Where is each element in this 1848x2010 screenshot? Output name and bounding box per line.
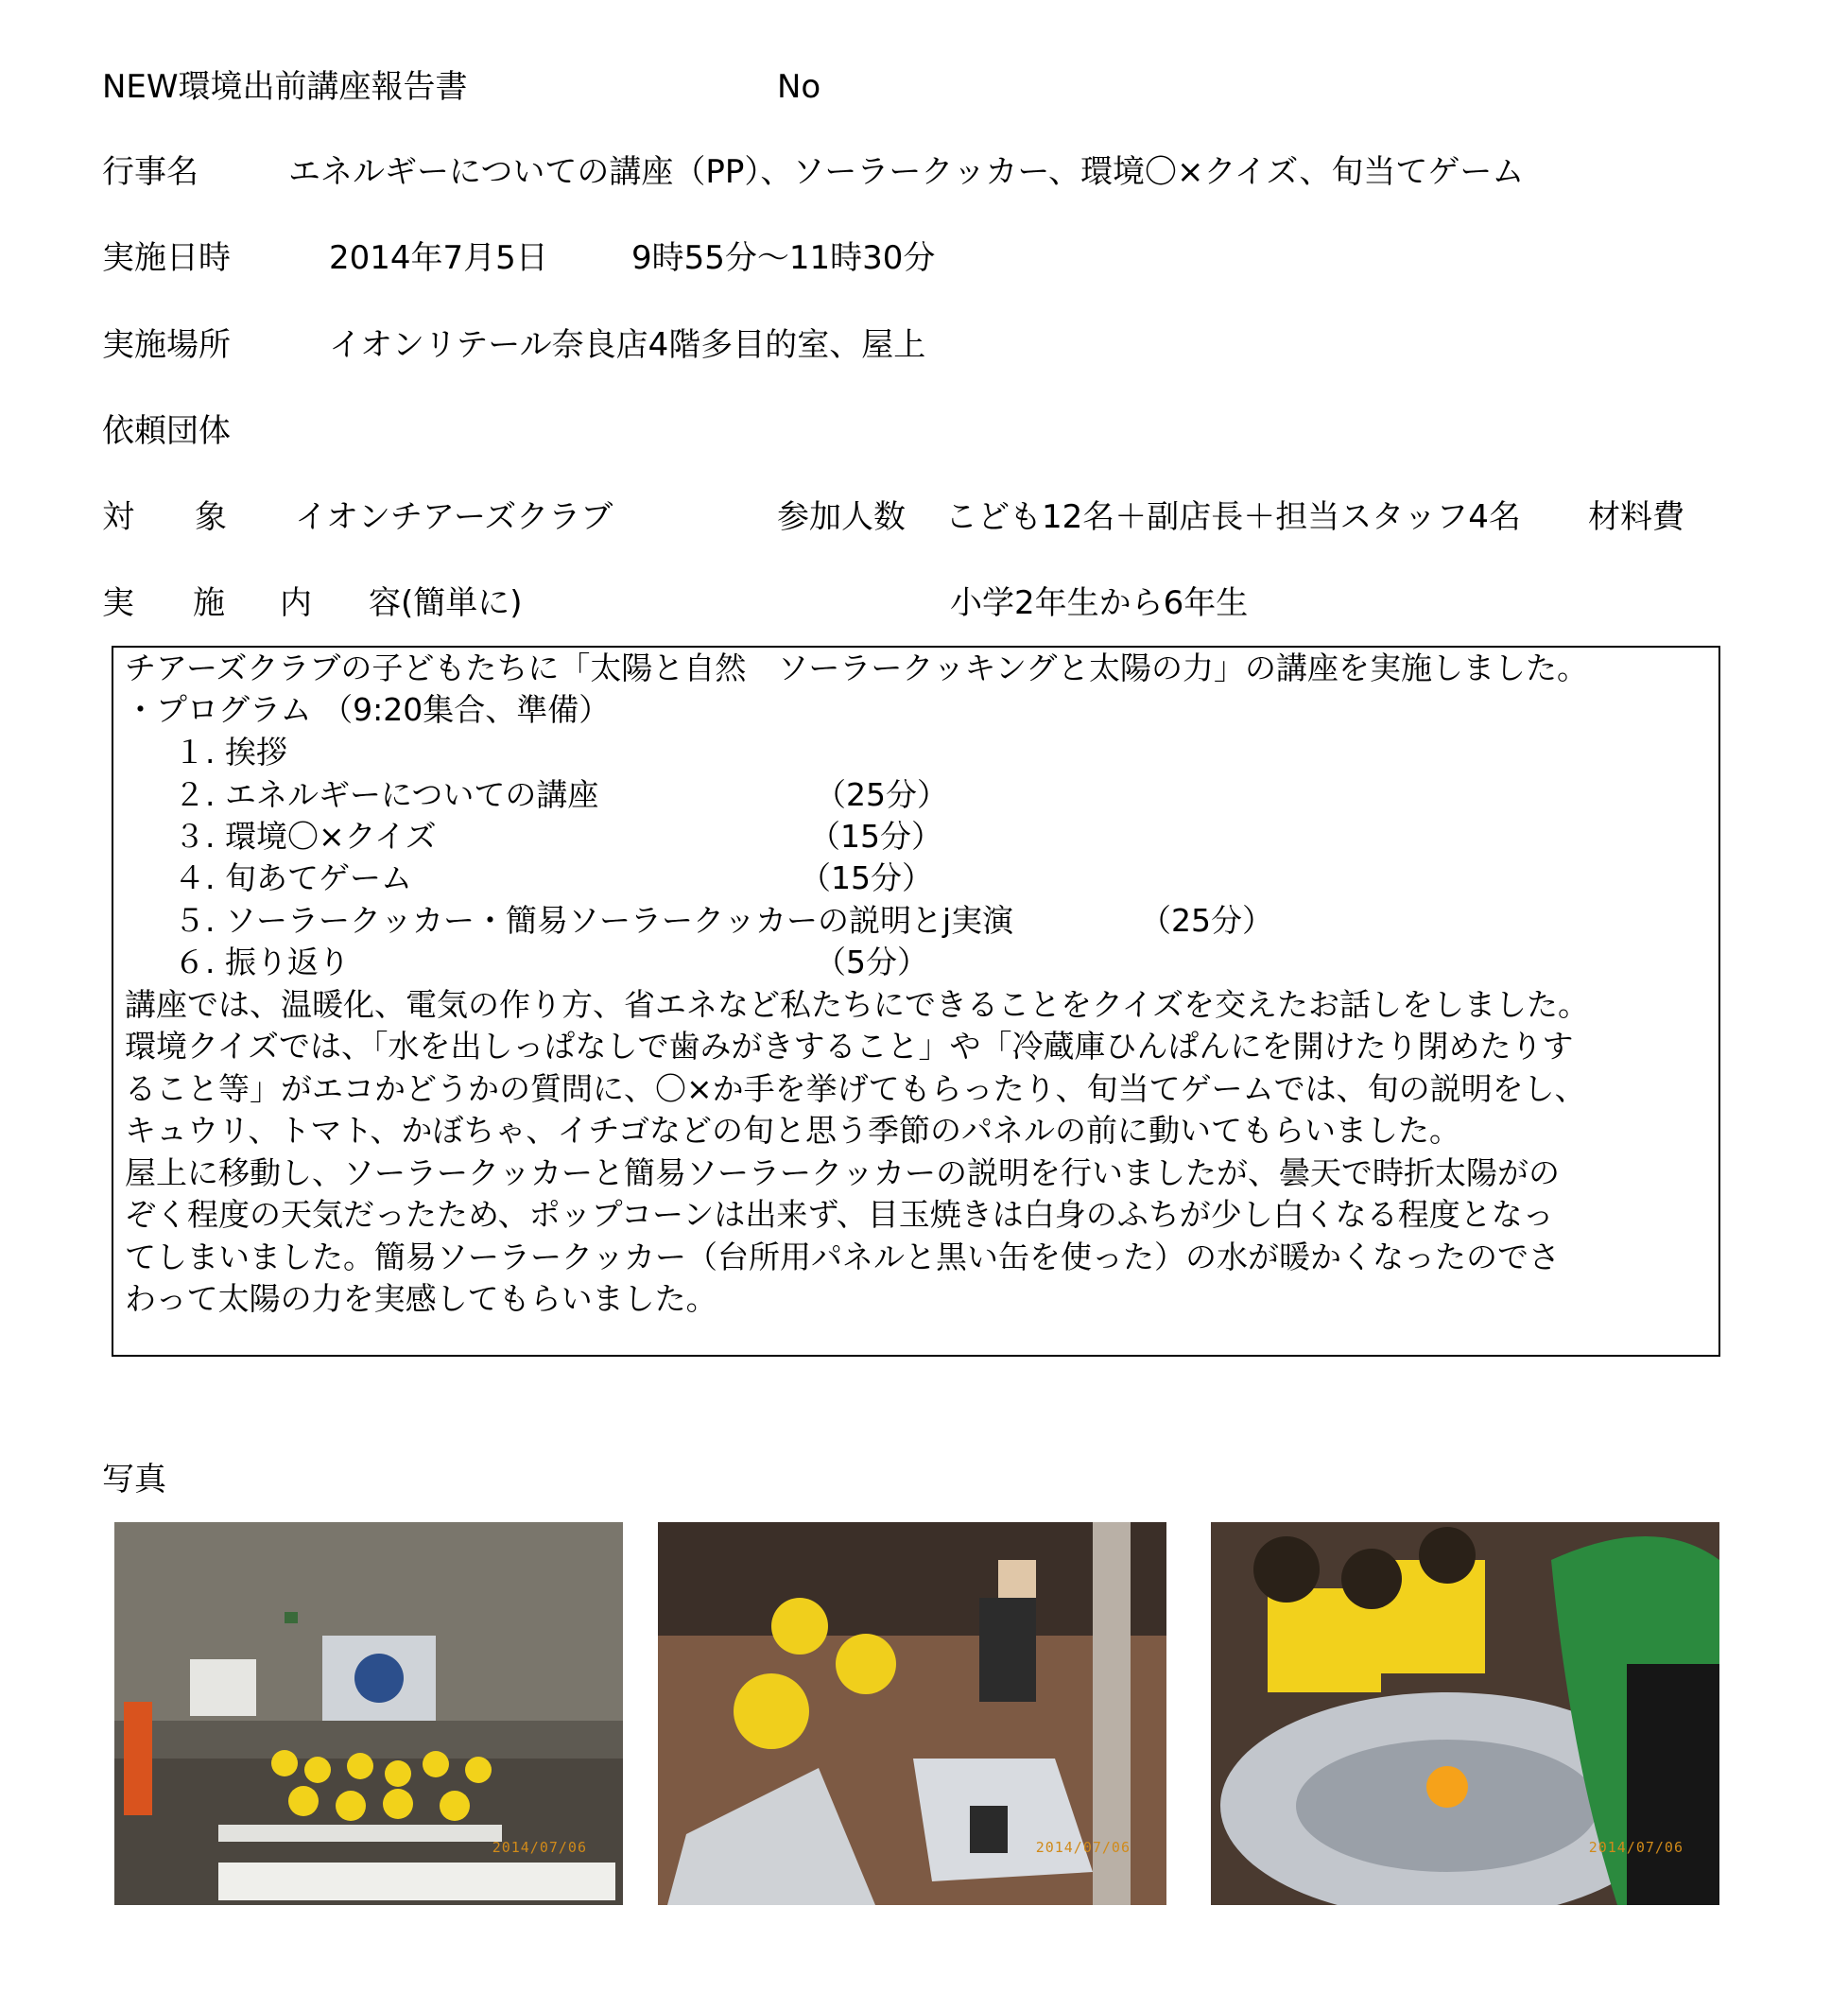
program-item-duration: （25分）: [1140, 902, 1273, 939]
paragraph-line: 環境クイズでは、「水を出しっぱなしで歯みがきすること」や「冷蔵庫ひんぱんにを開けたり閉めたりす: [125, 1028, 1574, 1065]
place-value: イオンリテール奈良店4階多目的室、屋上: [329, 326, 926, 364]
event-label: 行事名: [102, 153, 199, 191]
photo-solar-cooker-closeup: [1211, 1522, 1719, 1905]
content-label-1: 実: [102, 584, 134, 622]
intro-text: チアーズクラブの子どもたちに「太陽と自然 ソーラークッキングと太陽の力」の講座を実施しました。: [125, 650, 1589, 686]
program-item-label: ５. ソーラークッカー・簡易ソーラークッカーの説明とj実演: [174, 902, 1014, 939]
date-value: 2014年7月5日: [329, 239, 548, 277]
program-item-duration: （25分）: [815, 776, 948, 813]
event-value: エネルギーについての講座（PP）、ソーラークッカー、環境〇×クイズ、旬当てゲーム: [288, 153, 1525, 191]
program-heading: ・プログラム （9:20集合、準備）: [125, 691, 611, 728]
participants-value: こども12名＋副店長＋担当スタッフ4名: [945, 498, 1521, 536]
content-label-4: 容(簡単に): [369, 584, 523, 622]
program-item-duration: （15分）: [809, 818, 942, 855]
paragraph-line: てしまいました。簡易ソーラークッカー（台所用パネルと黒い缶を使った）の水が暖かくなったのでさ: [125, 1239, 1560, 1275]
target-value: イオンチアーズクラブ: [295, 498, 613, 536]
time-value: 9時55分～11時30分: [631, 239, 936, 277]
content-label-3: 内: [280, 584, 312, 622]
report-number-label: No: [777, 68, 821, 106]
photo-solar-cooker-demo: [658, 1522, 1166, 1905]
paragraph-line: ぞく程度の天気だったため、ポップコーンは出来ず、目玉焼きは白身のふちが少し白くなる程度となっ: [125, 1196, 1554, 1233]
target-label-1: 対: [102, 498, 134, 536]
program-item-label: ３. 環境〇×クイズ: [174, 818, 437, 855]
paragraph-line: 屋上に移動し、ソーラークッカーと簡易ソーラークッカーの説明を行いましたが、曇天で時折太陽がの: [125, 1154, 1560, 1191]
content-label-2: 施: [193, 584, 225, 622]
cost-label: 材料費: [1588, 498, 1684, 536]
program-item-label: ６. 振り返り: [174, 944, 350, 980]
grade-value: 小学2年生から6年生: [950, 584, 1249, 622]
report-title: NEW環境出前講座報告書: [102, 68, 468, 106]
paragraph-line: キュウリ、トマト、かぼちゃ、イチゴなどの旬と思う季節のパネルの前に動いてもらいました。: [125, 1112, 1461, 1149]
photo-date-stamp: 2014/07/06: [492, 1839, 587, 1856]
photos-label: 写真: [102, 1461, 166, 1499]
date-label: 実施日時: [102, 239, 231, 277]
program-item-duration: （15分）: [800, 859, 933, 896]
program-item-label: ２. エネルギーについての講座: [174, 776, 599, 813]
program-item-label: ４. 旬あてゲーム: [174, 859, 412, 896]
client-label: 依頼団体: [102, 412, 231, 450]
program-item-duration: （5分）: [815, 944, 928, 980]
paragraph-line: ること等」がエコかどうかの質問に、〇×か手を挙げてもらったり、旬当てゲームでは、旬の説明をし、: [125, 1070, 1586, 1107]
place-label: 実施場所: [102, 326, 231, 364]
program-item-label: １. 挨拶: [174, 734, 287, 771]
photo-date-stamp: 2014/07/06: [1588, 1839, 1684, 1856]
photo-lecture-room: [114, 1522, 623, 1905]
target-label-2: 象: [195, 498, 227, 536]
participants-label: 参加人数: [777, 498, 906, 536]
photo-date-stamp: 2014/07/06: [1035, 1839, 1131, 1856]
paragraph-line: わって太陽の力を実感してもらいました。: [125, 1280, 717, 1317]
paragraph-line: 講座では、温暖化、電気の作り方、省エネなど私たちにできることをクイズを交えたお話しをしました。: [125, 986, 1590, 1023]
content-box: [112, 646, 1720, 1357]
